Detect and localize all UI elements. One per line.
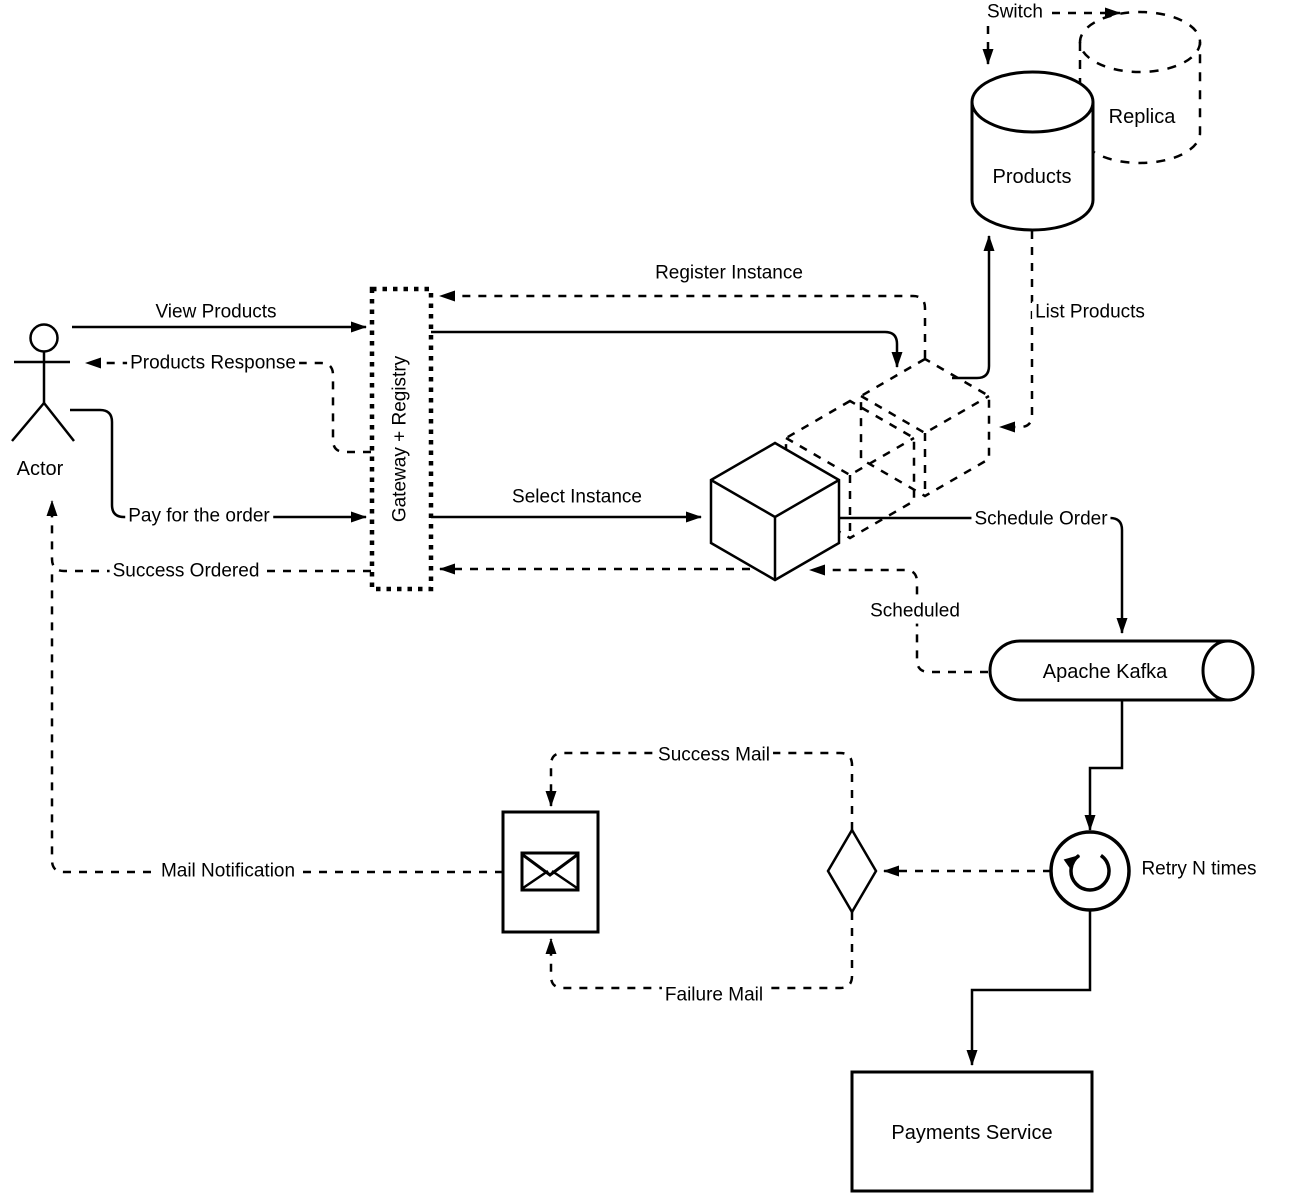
actor-label: Actor [16,458,64,480]
gateway-registry-label: Gateway + Registry [389,355,411,523]
edge-kafka-to-retry [1090,700,1122,830]
edge-label-scheduled: Scheduled [867,601,963,624]
edge-retry-to-payments [972,910,1090,1065]
retry-n-times-label: Retry N times [1141,858,1257,880]
actor-figure-icon [12,325,74,442]
edge-label-success-ordered: Success Ordered [110,561,263,584]
retry-loop-icon [1051,832,1129,910]
edge-mail-notification [52,572,503,872]
edge-gateway-to-instances [431,332,897,367]
edge-label-schedule-order: Schedule Order [971,509,1110,532]
edge-list-products-request [952,236,989,378]
products-db-cylinder-icon [972,72,1093,230]
edge-label-failure-mail: Failure Mail [662,985,766,1008]
mail-node [503,812,598,932]
edge-label-switch: Switch [984,2,1046,25]
products-label: Products [992,166,1072,188]
apache-kafka-label: Apache Kafka [1042,661,1168,683]
edge-pay-for-order [70,410,366,517]
edge-label-view-products: View Products [152,302,279,325]
instance-cube-front-icon [711,443,839,580]
edge-label-register-instance: Register Instance [652,263,806,286]
edge-label-pay-for-order: Pay for the order [125,506,273,529]
edge-label-list-products: List Products [1032,302,1148,325]
envelope-icon [522,853,578,890]
instance-cube-back-icon [861,359,989,496]
edge-label-select-instance: Select Instance [509,487,645,510]
replica-db-cylinder-icon [1080,12,1200,163]
edge-register-instance [440,296,925,358]
edge-label-products-response: Products Response [127,353,299,376]
edge-products-response [86,363,371,452]
decision-diamond-icon [828,830,876,912]
replica-label: Replica [1108,106,1176,128]
edge-label-success-mail: Success Mail [655,745,773,768]
edge-list-products-response [1000,231,1032,427]
edge-label-mail-notification: Mail Notification [158,861,298,884]
payments-service-label: Payments Service [891,1122,1053,1144]
